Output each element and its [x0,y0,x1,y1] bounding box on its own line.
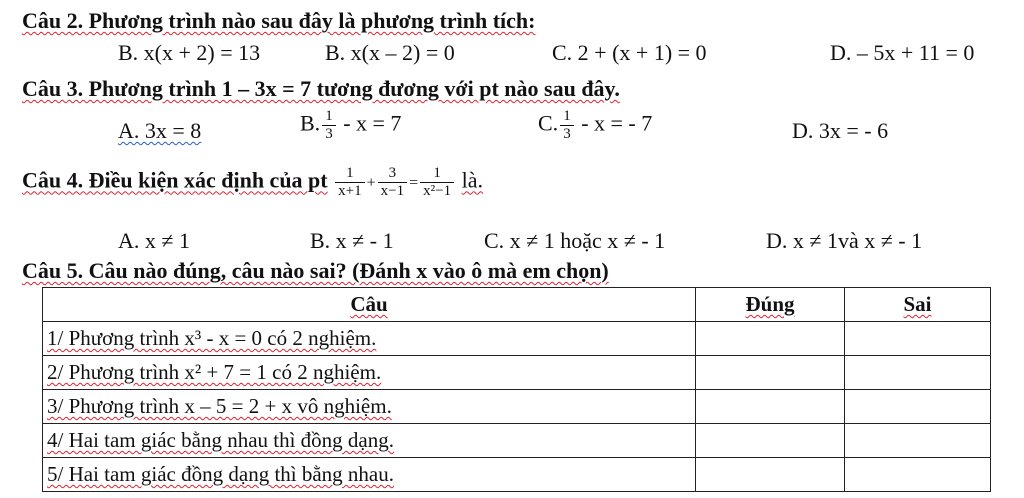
statement-5: 5/ Hai tam giác đồng dạng thì bằng nhau. [43,458,696,492]
true-cell-1[interactable] [696,322,845,356]
q3-option-b: B. $\frac{1}{3}$ - x = 7 [300,108,402,142]
header-question: Câu [43,288,696,322]
q4-option-c: C. x ≠ 1 hoặc x ≠ - 1 [484,228,666,253]
table-row [43,356,991,390]
false-cell-1[interactable] [845,322,991,356]
statement-2: 2/ Phương trình x² + 7 = 1 có 2 nghiệm. [43,356,696,390]
statement-3: 3/ Phương trình x – 5 = 2 + x vô nghiệm. [43,390,696,424]
statement-4: 4/ Hai tam giác bằng nhau thì đồng dạng. [43,424,696,458]
statement-1: 1/ Phương trình x³ - x = 0 có 2 nghiệm. [43,322,696,356]
table-row [43,390,991,424]
true-cell-2[interactable] [696,356,845,390]
header-true: Đúng [696,288,845,322]
q2-title: Câu 2. Phương trình nào sau đây là phương trình tích: [22,8,536,33]
q3-c-fraction: $\frac{1}{3}$ [560,108,574,143]
q5-table [42,287,991,492]
q3-title: Câu 3. Phương trình 1 – 3x = 7 tương đương với pt nào sau đây. [22,76,620,101]
false-cell-4[interactable] [845,424,991,458]
table-row [43,424,991,458]
false-cell-2[interactable] [845,356,991,390]
false-cell-5[interactable] [845,458,991,492]
q4-question: Câu 4. Điều kiện xác định của pt $\frac{1}{x+1}$ + $\frac{3}{x-1}$ = $\frac{1}{\text{x²−1}}$ là. [22,165,483,199]
q5-header-row [43,288,991,322]
q2-option-d: D. – 5x + 11 = 0 [830,40,975,65]
true-cell-4[interactable] [696,424,845,458]
q5-title: Câu 5. Câu nào đúng, câu nào sai? (Đánh x vào ô mà em chọn) [22,258,609,283]
q4-fraction-3: $\frac{1}{\text{x²−1}}$ [420,165,454,200]
q2-option-a: B. x(x + 2) = 13 [118,40,261,65]
q2-option-c: C. 2 + (x + 1) = 0 [552,40,707,65]
table-row [43,322,991,356]
q4-option-a: A. x ≠ 1 [118,228,190,253]
header-false: Sai [845,288,991,322]
table-row [43,458,991,492]
q2-option-b: B. x(x – 2) = 0 [325,40,455,65]
q4-fraction-2: $\frac{3}{x-1}$ [378,165,407,200]
true-cell-3[interactable] [696,390,845,424]
q4-fraction-1: $\frac{1}{x+1}$ [335,165,364,200]
q3-option-a: A. 3x = 8 [118,118,202,143]
q3-option-c: C. $\frac{1}{3}$ - x = - 7 [538,108,653,142]
q4-option-b: B. x ≠ - 1 [310,228,394,253]
q4-option-d: D. x ≠ 1và x ≠ - 1 [766,228,923,253]
q3-option-d: D. 3x = - 6 [792,118,889,143]
q3-b-fraction: $\frac{1}{3}$ [322,108,336,143]
true-cell-5[interactable] [696,458,845,492]
false-cell-3[interactable] [845,390,991,424]
